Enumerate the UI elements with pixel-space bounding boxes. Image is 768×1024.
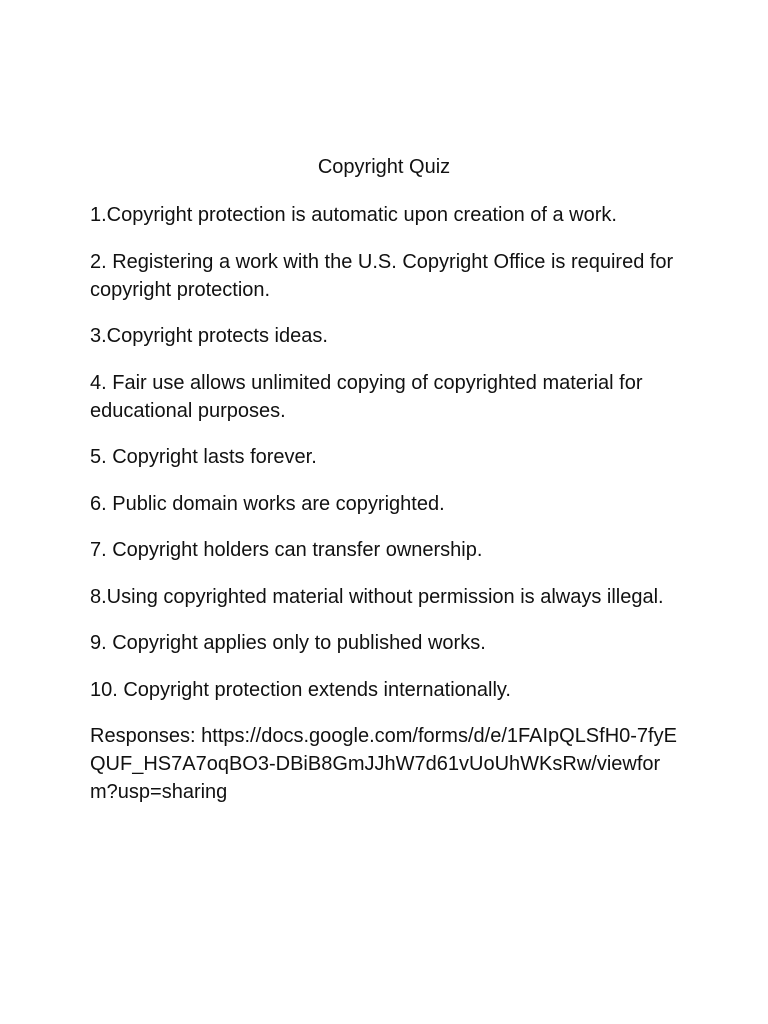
quiz-question-8: 8.Using copyrighted material without permission is always illegal. <box>90 585 664 608</box>
quiz-question-6: 6. Public domain works are copyrighted. <box>90 492 445 515</box>
quiz-question-7: 7. Copyright holders can transfer ownership. <box>90 539 483 561</box>
responses-link[interactable]: Responses: https://docs.google.com/forms/d/e/1FAIpQLSfH0-7fyEQUF_HS7A7oqBO3-DBiB8GmJJhW7d61vUoUhWKsRw/viewform?usp=sharing <box>90 725 677 803</box>
quiz-question-10: 10. Copyright protection extends internationally. <box>90 678 511 701</box>
page-title: Copyright Quiz <box>317 156 451 178</box>
quiz-question-list <box>90 201 680 806</box>
quiz-question-2: 2. Registering a work with the U.S. Copyright Office is required for copyright protection. <box>90 250 674 301</box>
quiz-question-4: 4. Fair use allows unlimited copying of copyrighted material for educational purposes. <box>90 371 643 422</box>
quiz-question-5: 5. Copyright lasts forever. <box>90 446 317 468</box>
quiz-question-3: 3.Copyright protects ideas. <box>90 325 328 347</box>
quiz-question-1: 1.Copyright protection is automatic upon creation of a work. <box>90 204 617 226</box>
quiz-question-9: 9. Copyright applies only to published works. <box>90 632 486 654</box>
